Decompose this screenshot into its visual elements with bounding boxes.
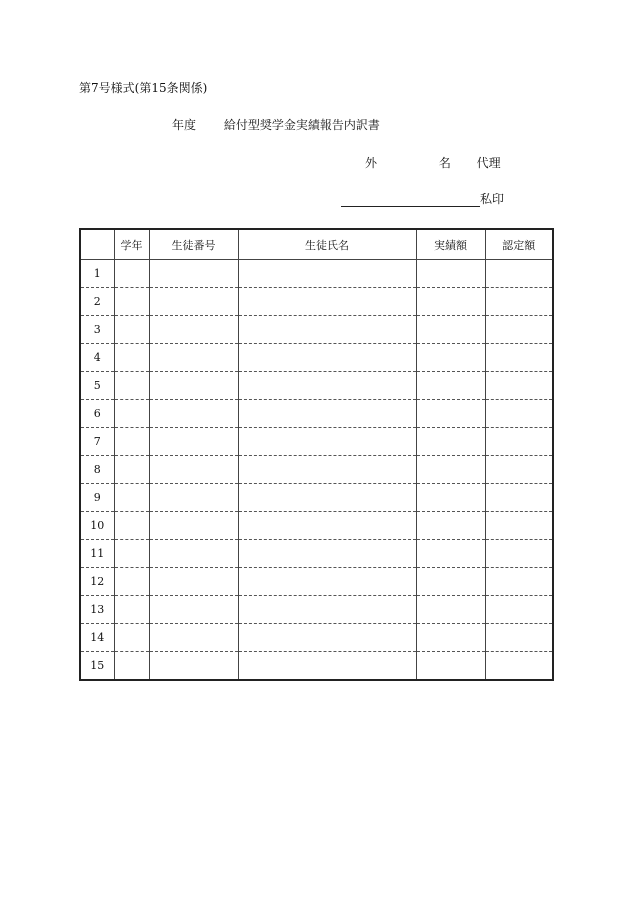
table-row [80, 456, 553, 484]
student-name-cell[interactable] [238, 624, 416, 652]
document-title: 給付型奨学金実績報告内訳書 [223, 118, 380, 132]
student-id-cell[interactable] [149, 624, 238, 652]
grade-cell[interactable] [114, 456, 149, 484]
student-name-cell[interactable] [238, 456, 416, 484]
signature-blank[interactable] [341, 192, 480, 207]
student-id-cell[interactable] [149, 512, 238, 540]
approved-amount-cell[interactable] [485, 484, 553, 512]
actual-amount-cell[interactable] [416, 400, 485, 428]
row-number: 3 [80, 316, 114, 344]
actual-amount-cell[interactable] [416, 288, 485, 316]
student-id-cell[interactable] [149, 316, 238, 344]
row-number: 14 [80, 624, 114, 652]
table-row [80, 568, 553, 596]
student-id-cell[interactable] [149, 344, 238, 372]
row-number: 4 [80, 344, 114, 372]
row-number: 9 [80, 484, 114, 512]
actual-amount-cell[interactable] [416, 568, 485, 596]
student-id-cell[interactable] [149, 568, 238, 596]
year-label: 年度 [172, 118, 197, 132]
student-id-cell[interactable] [149, 652, 238, 681]
grade-cell[interactable] [114, 596, 149, 624]
actual-amount-cell[interactable] [416, 344, 485, 372]
form-number: 第7号様式(第15条関係) [79, 81, 208, 95]
grade-cell[interactable] [114, 316, 149, 344]
approved-amount-cell[interactable] [485, 624, 553, 652]
table-row [80, 288, 553, 316]
header-cell-grade: 学年 [114, 229, 149, 260]
header-cell-number [80, 229, 114, 260]
header-cell-student-id: 生徒番号 [149, 229, 238, 260]
approved-amount-cell[interactable] [485, 456, 553, 484]
student-name-cell[interactable] [238, 652, 416, 681]
header-cell-student-name: 生徒氏名 [238, 229, 416, 260]
student-name-cell[interactable] [238, 428, 416, 456]
row-number: 11 [80, 540, 114, 568]
header-cell-approved-amount: 認定額 [485, 229, 553, 260]
name-label: 名 [438, 156, 451, 170]
approved-amount-cell[interactable] [485, 652, 553, 681]
grade-cell[interactable] [114, 484, 149, 512]
table-row [80, 372, 553, 400]
table-row [80, 316, 553, 344]
grade-cell[interactable] [114, 540, 149, 568]
student-id-cell[interactable] [149, 288, 238, 316]
student-name-cell[interactable] [238, 568, 416, 596]
actual-amount-cell[interactable] [416, 316, 485, 344]
approved-amount-cell[interactable] [485, 596, 553, 624]
student-name-cell[interactable] [238, 400, 416, 428]
grade-cell[interactable] [114, 428, 149, 456]
table-row [80, 260, 553, 288]
table-row [80, 428, 553, 456]
student-id-cell[interactable] [149, 456, 238, 484]
actual-amount-cell[interactable] [416, 484, 485, 512]
grade-cell[interactable] [114, 400, 149, 428]
student-id-cell[interactable] [149, 484, 238, 512]
student-id-cell[interactable] [149, 540, 238, 568]
row-number: 6 [80, 400, 114, 428]
row-number: 2 [80, 288, 114, 316]
row-number: 5 [80, 372, 114, 400]
row-number: 7 [80, 428, 114, 456]
student-name-cell[interactable] [238, 260, 416, 288]
actual-amount-cell[interactable] [416, 260, 485, 288]
grade-cell[interactable] [114, 260, 149, 288]
student-name-cell[interactable] [238, 316, 416, 344]
approved-amount-cell[interactable] [485, 568, 553, 596]
grade-cell[interactable] [114, 568, 149, 596]
student-name-cell[interactable] [238, 344, 416, 372]
student-name-cell[interactable] [238, 512, 416, 540]
row-number: 1 [80, 260, 114, 288]
name-prefix: 外 [365, 156, 378, 170]
approved-amount-cell[interactable] [485, 428, 553, 456]
table-row [80, 540, 553, 568]
row-number: 12 [80, 568, 114, 596]
row-number: 8 [80, 456, 114, 484]
grade-cell[interactable] [114, 344, 149, 372]
applicant-name-line [365, 155, 501, 171]
student-id-cell[interactable] [149, 372, 238, 400]
header-cell-actual-amount: 実績額 [416, 229, 485, 260]
grade-cell[interactable] [114, 624, 149, 652]
document-title-line [172, 117, 380, 133]
grade-cell[interactable] [114, 512, 149, 540]
actual-amount-cell[interactable] [416, 652, 485, 681]
approved-amount-cell[interactable] [485, 316, 553, 344]
student-name-cell[interactable] [238, 372, 416, 400]
approved-amount-cell[interactable] [485, 512, 553, 540]
student-name-cell[interactable] [238, 288, 416, 316]
actual-amount-cell[interactable] [416, 596, 485, 624]
actual-amount-cell[interactable] [416, 540, 485, 568]
table-row [80, 512, 553, 540]
table-row [80, 400, 553, 428]
approved-amount-cell[interactable] [485, 260, 553, 288]
record-table [79, 228, 554, 681]
approved-amount-cell[interactable] [485, 400, 553, 428]
actual-amount-cell[interactable] [416, 428, 485, 456]
student-id-cell[interactable] [149, 428, 238, 456]
row-number: 10 [80, 512, 114, 540]
row-number: 15 [80, 652, 114, 681]
approved-amount-cell[interactable] [485, 372, 553, 400]
approved-amount-cell[interactable] [485, 344, 553, 372]
grade-cell[interactable] [114, 288, 149, 316]
grade-cell[interactable] [114, 652, 149, 681]
actual-amount-cell[interactable] [416, 512, 485, 540]
student-name-cell[interactable] [238, 540, 416, 568]
row-number: 13 [80, 596, 114, 624]
representative-label: 代理 [476, 156, 501, 170]
actual-amount-cell[interactable] [416, 624, 485, 652]
table-row [80, 484, 553, 512]
table-header-row [80, 229, 553, 260]
student-id-cell[interactable] [149, 400, 238, 428]
seal-label: 私印 [480, 192, 505, 206]
table-row [80, 652, 553, 681]
table-row [80, 624, 553, 652]
actual-amount-cell[interactable] [416, 372, 485, 400]
grade-cell[interactable] [114, 372, 149, 400]
student-id-cell[interactable] [149, 596, 238, 624]
signature-line [341, 191, 504, 207]
student-name-cell[interactable] [238, 484, 416, 512]
student-name-cell[interactable] [238, 596, 416, 624]
table-row [80, 344, 553, 372]
actual-amount-cell[interactable] [416, 456, 485, 484]
student-id-cell[interactable] [149, 260, 238, 288]
approved-amount-cell[interactable] [485, 288, 553, 316]
approved-amount-cell[interactable] [485, 540, 553, 568]
table-row [80, 596, 553, 624]
